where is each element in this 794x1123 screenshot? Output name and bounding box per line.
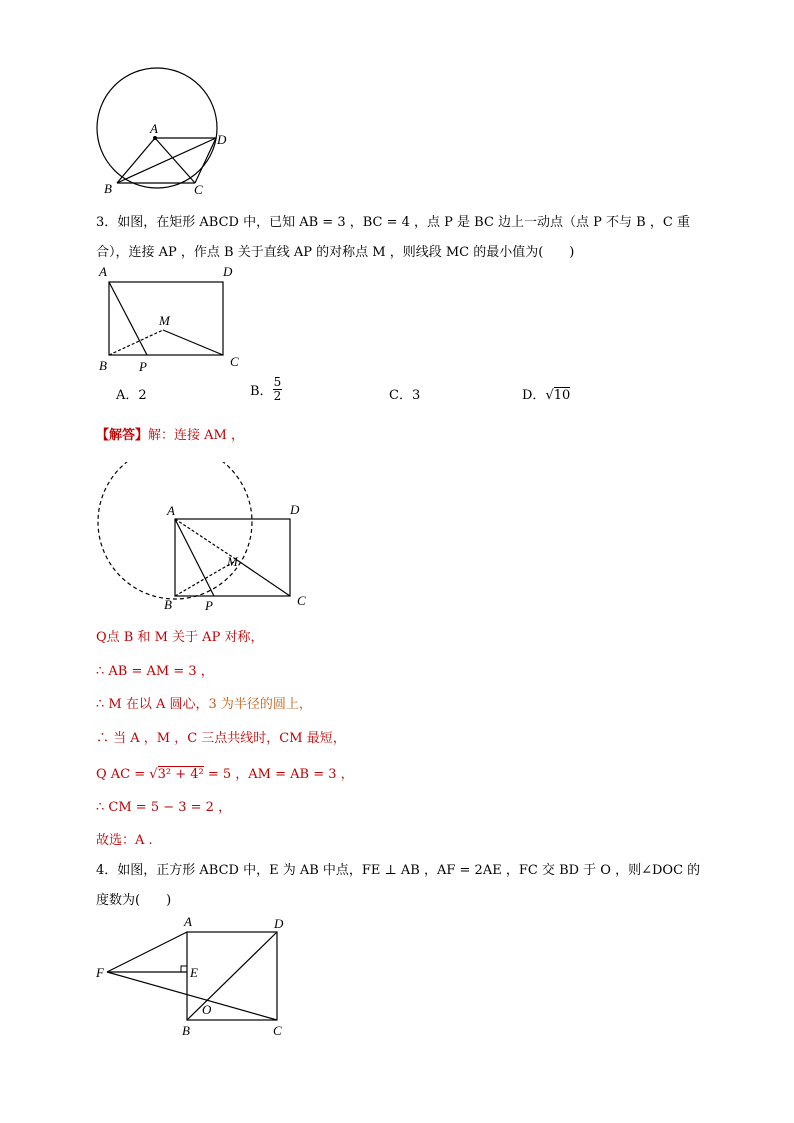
segment-fa [107, 932, 187, 972]
q3-line2: 合），连接 AP ，作点 B 关于直线 AP 的对称点 M ，则线段 MC 的最小值为( ) [96, 245, 575, 260]
q4-square-figure [92, 912, 292, 1040]
right-angle-mark [181, 966, 187, 972]
solution-step-6: ∴ CM = 5 − 3 = 2 ， [96, 800, 232, 815]
label-b: B [99, 358, 107, 373]
option-c-label: C． [389, 388, 412, 403]
step-5-part-b: = 5 ，AM = AB = 3 ， [203, 767, 354, 782]
segment-cd [195, 138, 216, 183]
option-a-value: 2 [138, 388, 147, 403]
label-a: A [150, 121, 158, 136]
label-d: D [223, 264, 233, 279]
label-a: A [99, 264, 107, 279]
label-m: M [159, 313, 170, 328]
segment-bd [117, 138, 216, 183]
segment-ac [155, 138, 195, 183]
option-d-radicand: 10 [553, 388, 571, 403]
solution-step-3 [96, 693, 312, 712]
circle-figure [90, 60, 240, 200]
q3-line1: 3．如图，在矩形 ABCD 中，已知 AB = 3 ，BC = 4 ，点 P 是 BC 边上一动点（点 P 不与 B ，C 重 [96, 215, 690, 230]
label-d: D [290, 502, 300, 517]
solution-intro: 解：连接 AM ， [148, 428, 244, 443]
label-p: P [139, 359, 147, 374]
label-a: A [167, 503, 175, 518]
solution-step-1: Q点 B 和 M 关于 AP 对称， [96, 630, 264, 645]
label-c: C [297, 593, 306, 608]
q4-line2: 度数为( ) [96, 893, 172, 908]
fraction-denominator: 2 [273, 389, 282, 403]
step-3-part-b: 3 为半径的圆上， [208, 697, 312, 712]
segment-ab [117, 138, 155, 183]
label-o: O [202, 1002, 212, 1017]
step-5-radicand: 3² + 4² [157, 767, 204, 782]
label-b: B [182, 1023, 190, 1038]
option-a[interactable] [116, 384, 147, 403]
solution-figure [92, 462, 317, 612]
label-c: C [230, 354, 239, 369]
option-b-label: B． [250, 384, 273, 399]
label-c: C [194, 182, 203, 197]
q4-line1: 4．如图，正方形 ABCD 中，E 为 AB 中点，FE ⊥ AB ，AF = 2AE ，FC 交 BD 于 O ，则∠DOC 的 [96, 863, 701, 878]
segment-mc [163, 330, 223, 355]
step-5-part-a: Q AC = [96, 767, 150, 782]
sqrt-symbol: √ [545, 388, 554, 403]
label-d: D [274, 916, 284, 931]
option-b-fraction [273, 376, 283, 403]
option-d[interactable] [522, 384, 570, 403]
label-b: B [164, 597, 172, 612]
label-f: F [96, 965, 104, 980]
sqrt-symbol: √ [149, 767, 158, 782]
solution-tag: 【解答】 [96, 428, 149, 443]
step-3-part-a: ∴ M 在以 A 圆心， [96, 697, 209, 712]
segment-mc [237, 560, 290, 596]
label-e: E [190, 965, 198, 980]
option-b[interactable] [250, 376, 282, 403]
label-p: P [205, 598, 213, 612]
segment-ap [109, 282, 147, 355]
label-c: C [273, 1023, 282, 1038]
fraction-numerator: 5 [273, 375, 282, 389]
label-a: A [184, 914, 192, 929]
q3-rectangle-figure [95, 262, 255, 374]
solution-step-5 [96, 763, 354, 782]
label-m: M [227, 554, 238, 569]
solution-step-7: 故选：A . [96, 833, 153, 848]
solution-header [96, 424, 244, 443]
solution-step-4: ∴ 当 A ，M ，C 三点共线时，CM 最短， [96, 731, 346, 746]
option-a-label: A． [116, 388, 139, 403]
option-d-label: D． [522, 388, 546, 403]
option-c[interactable] [389, 384, 420, 403]
solution-step-2: ∴ AB = AM = 3 ， [96, 664, 214, 679]
option-c-value: 3 [411, 388, 421, 403]
point-a [153, 136, 157, 140]
label-b: B [104, 181, 112, 196]
label-d: D [217, 132, 227, 147]
